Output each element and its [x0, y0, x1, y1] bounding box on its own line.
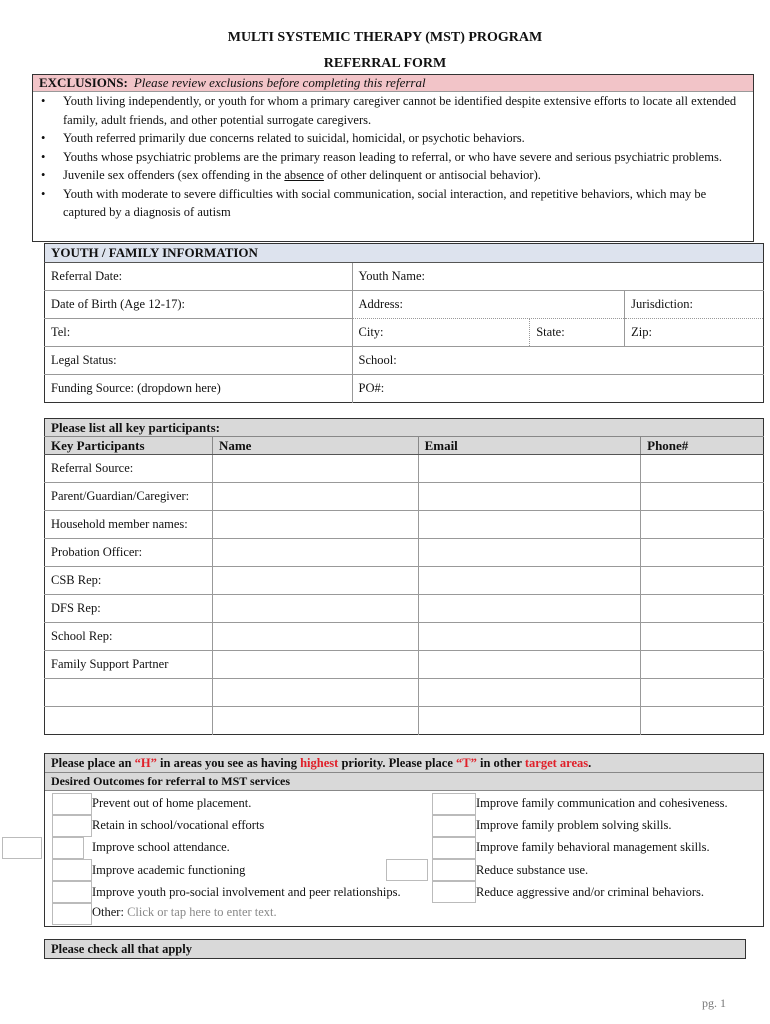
participant-phone-cell[interactable]	[641, 623, 764, 651]
instr-text: Please place an	[51, 756, 135, 770]
participant-phone-cell[interactable]	[641, 707, 764, 735]
participant-name-cell[interactable]	[212, 623, 418, 651]
participant-email-cell[interactable]	[418, 707, 641, 735]
participant-email-cell[interactable]	[418, 623, 641, 651]
outcome-right-3: Reduce substance use.	[476, 863, 589, 877]
priority-box-left-0[interactable]	[52, 793, 92, 815]
participant-phone-cell[interactable]	[641, 539, 764, 567]
address-field[interactable]: Address:	[352, 291, 625, 319]
participant-email-cell[interactable]	[418, 539, 641, 567]
priority-box-right-3[interactable]	[432, 859, 476, 881]
participant-name-cell[interactable]	[212, 707, 418, 735]
participants-heading: Please list all key participants:	[45, 419, 764, 437]
outcome-other	[92, 905, 277, 920]
state-field[interactable]: State:	[530, 319, 625, 347]
zip-field[interactable]: Zip:	[625, 319, 764, 347]
outcome-left-4: Improve youth pro-social involvement and peer relationships.	[92, 885, 401, 899]
exclusions-note: Please review exclusions before completing this referral	[133, 75, 426, 90]
participant-phone-cell[interactable]	[641, 651, 764, 679]
other-input[interactable]: Click or tap here to enter text.	[127, 905, 277, 919]
instr-highest: highest	[300, 756, 339, 770]
youth-info-heading: YOUTH / FAMILY INFORMATION	[45, 244, 764, 263]
jurisdiction-field[interactable]: Jurisdiction:	[625, 291, 764, 319]
priority-box-left-3[interactable]	[52, 859, 92, 881]
col-phone: Phone#	[641, 437, 764, 455]
participant-name-cell[interactable]	[212, 651, 418, 679]
exclusion-item-text: Juvenile sex offenders (sex offending in the	[63, 168, 285, 182]
outcome-left-1: Retain in school/vocational efforts	[92, 818, 265, 832]
participant-name-cell[interactable]	[212, 483, 418, 511]
po-field[interactable]: PO#:	[358, 381, 385, 395]
exclusions-list	[33, 92, 753, 222]
priority-box-left-2[interactable]	[52, 837, 84, 859]
participant-name-cell[interactable]	[212, 679, 418, 707]
check-all-heading: Please check all that apply	[44, 939, 746, 959]
priority-box-right-1[interactable]	[432, 815, 476, 837]
exclusion-item: • Youth with moderate to severe difficulties with social communication, social interaction, and repetitive behaviors, which may be captured by a diagnosis of autism	[63, 185, 753, 222]
outcome-right-2: Improve family behavioral management skills.	[476, 840, 710, 854]
participant-email-cell[interactable]	[418, 455, 641, 483]
participant-label[interactable]	[45, 707, 213, 735]
col-key-participants: Key Participants	[45, 437, 213, 455]
outcome-left-2: Improve school attendance.	[92, 840, 230, 854]
page-number: pg. 1	[702, 996, 726, 1010]
participant-phone-cell[interactable]	[641, 567, 764, 595]
exclusion-item: • Youth living independently, or youth for whom a primary caregiver cannot be identified despite extensive efforts to locate all extended family, adult friends, and other potential surrogate caregivers.	[63, 92, 753, 129]
school-field[interactable]: School:	[352, 347, 763, 375]
participant-phone-cell[interactable]	[641, 679, 764, 707]
city-field[interactable]: City:	[352, 319, 530, 347]
priority-box-right-2[interactable]	[432, 837, 476, 859]
participant-label: Referral Source:	[45, 455, 213, 483]
instr-text: in other	[476, 756, 525, 770]
participant-email-cell[interactable]	[418, 567, 641, 595]
instr-text: in areas you see as having	[156, 756, 301, 770]
participant-email-cell[interactable]	[418, 651, 641, 679]
participant-email-cell[interactable]	[418, 679, 641, 707]
priority-box-right-4[interactable]	[432, 881, 476, 903]
participant-label: DFS Rep:	[45, 595, 213, 623]
form-subtitle: REFERRAL FORM	[323, 56, 447, 71]
exclusion-item	[63, 166, 753, 185]
participant-label: School Rep:	[45, 623, 213, 651]
instr-text: .	[588, 756, 592, 770]
instr-text: priority. Please place	[338, 756, 456, 770]
priority-box-mid[interactable]	[386, 859, 428, 881]
participant-email-cell[interactable]	[418, 595, 641, 623]
exclusions-label: EXCLUSIONS:	[39, 75, 128, 90]
form-title: MULTI SYSTEMIC THERAPY (MST) PROGRAM	[227, 30, 543, 45]
participant-name-cell[interactable]	[212, 595, 418, 623]
col-email: Email	[418, 437, 641, 455]
participant-label[interactable]	[45, 679, 213, 707]
exclusions-box	[32, 74, 754, 242]
exclusion-item-text: of other delinquent or antisocial behavior).	[323, 168, 541, 182]
exclusions-header	[33, 75, 753, 92]
participant-name-cell[interactable]	[212, 511, 418, 539]
col-name: Name	[212, 437, 418, 455]
priority-box-left-4[interactable]	[52, 881, 92, 903]
participant-label: Parent/Guardian/Caregiver:	[45, 483, 213, 511]
other-label: Other:	[92, 905, 124, 919]
dob-field[interactable]: Date of Birth (Age 12-17):	[45, 291, 353, 319]
priority-box-outside[interactable]	[2, 837, 42, 859]
tel-field[interactable]: Tel:	[45, 319, 353, 347]
youth-info-table	[44, 243, 764, 403]
participant-phone-cell[interactable]	[641, 595, 764, 623]
priority-box-right-0[interactable]	[432, 793, 476, 815]
exclusion-item: • Youths whose psychiatric problems are the primary reason leading to referral, or who have severe and serious psychiatric problems.	[63, 148, 753, 167]
participant-name-cell[interactable]	[212, 539, 418, 567]
participant-phone-cell[interactable]	[641, 455, 764, 483]
participant-label: Family Support Partner	[45, 651, 213, 679]
participant-label: CSB Rep:	[45, 567, 213, 595]
priority-box-left-1[interactable]	[52, 815, 92, 837]
participant-name-cell[interactable]	[212, 567, 418, 595]
funding-source-dropdown[interactable]: Funding Source: (dropdown here)	[45, 375, 353, 403]
outcomes-subheading: Desired Outcomes for referral to MST services	[45, 773, 763, 791]
participant-email-cell[interactable]	[418, 483, 641, 511]
participant-label: Probation Officer:	[45, 539, 213, 567]
participant-name-cell[interactable]	[212, 455, 418, 483]
exclusion-item-underlined: absence	[284, 168, 324, 182]
instr-target: target areas	[524, 756, 589, 770]
outcome-right-1: Improve family problem solving skills.	[476, 818, 672, 832]
participant-label: Household member names:	[45, 511, 213, 539]
instr-h: “H”	[134, 756, 157, 770]
legal-status-field[interactable]: Legal Status:	[45, 347, 353, 375]
participant-phone-cell[interactable]	[641, 511, 764, 539]
outcomes-instructions	[45, 754, 763, 773]
youth-name-field[interactable]: Youth Name:	[352, 263, 763, 291]
participants-table	[44, 418, 764, 735]
instr-t: “T”	[456, 756, 477, 770]
referral-date-field[interactable]: Referral Date:	[45, 263, 353, 291]
outcome-right-0: Improve family communication and cohesiveness.	[476, 796, 728, 810]
participant-email-cell[interactable]	[418, 511, 641, 539]
participant-phone-cell[interactable]	[641, 483, 764, 511]
exclusion-item: • Youth referred primarily due concerns related to suicidal, homicidal, or psychotic behaviors.	[63, 129, 753, 148]
priority-box-other[interactable]	[52, 903, 92, 925]
outcome-left-0: Prevent out of home placement.	[92, 796, 252, 810]
outcome-right-4: Reduce aggressive and/or criminal behaviors.	[476, 885, 705, 899]
outcome-left-3: Improve academic functioning	[92, 863, 246, 877]
